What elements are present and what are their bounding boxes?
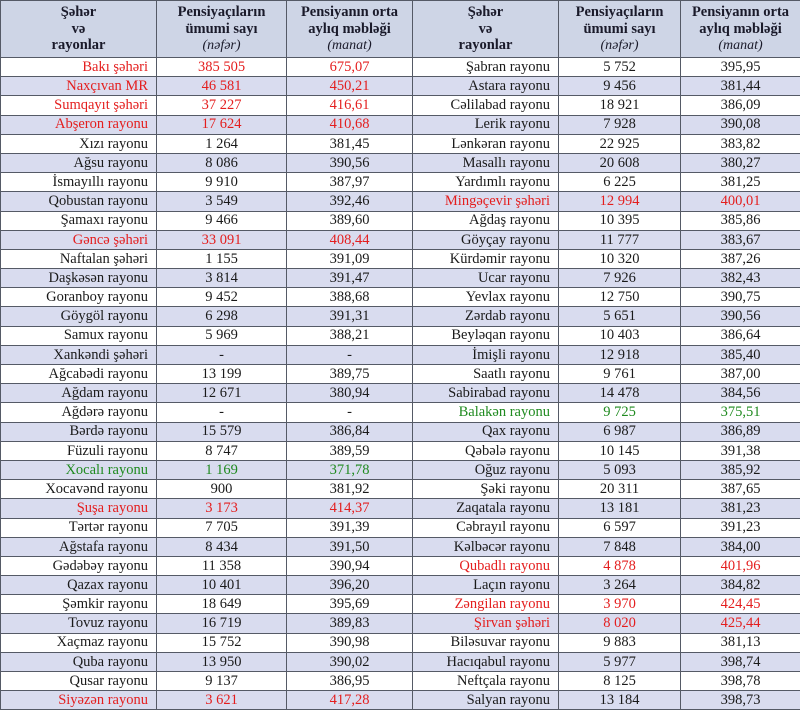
left-region-name: Ağsu rayonu — [1, 153, 157, 172]
left-region-name: Quba rayonu — [1, 652, 157, 671]
right-pensioner-count: 3 264 — [559, 576, 681, 595]
table-row — [1, 384, 800, 403]
left-average-pension: 381,92 — [287, 480, 413, 499]
left-average-pension: 391,31 — [287, 307, 413, 326]
left-pensioner-count: 9 466 — [157, 211, 287, 230]
right-region-name: Oğuz rayonu — [413, 460, 559, 479]
right-region-name: İmişli rayonu — [413, 345, 559, 364]
left-pensioner-count: 13 950 — [157, 652, 287, 671]
right-average-pension: 385,92 — [681, 460, 800, 479]
header-city: Şəhər və rayonlar — [413, 1, 559, 58]
right-region-name: Qəbələ rayonu — [413, 441, 559, 460]
right-pensioner-count: 6 225 — [559, 173, 681, 192]
right-region-name: Kəlbəcər rayonu — [413, 537, 559, 556]
header-city: Şəhər və rayonlar — [1, 1, 157, 58]
table-row — [1, 77, 800, 96]
table-row — [1, 614, 800, 633]
left-region-name: Füzuli rayonu — [1, 441, 157, 460]
left-region-name: Şəmkir rayonu — [1, 595, 157, 614]
left-average-pension: 414,37 — [287, 499, 413, 518]
left-region-name: Xankəndi şəhəri — [1, 345, 157, 364]
right-region-name: Masallı rayonu — [413, 153, 559, 172]
left-average-pension: 416,61 — [287, 96, 413, 115]
left-region-name: Goranboy rayonu — [1, 288, 157, 307]
left-average-pension: 410,68 — [287, 115, 413, 134]
right-average-pension: 391,23 — [681, 518, 800, 537]
table-row — [1, 441, 800, 460]
left-pensioner-count: - — [157, 403, 287, 422]
right-region-name: Lerik rayonu — [413, 115, 559, 134]
table-row — [1, 672, 800, 691]
right-average-pension: 385,40 — [681, 345, 800, 364]
right-pensioner-count: 5 093 — [559, 460, 681, 479]
table-row — [1, 518, 800, 537]
right-pensioner-count: 12 918 — [559, 345, 681, 364]
left-average-pension: 391,39 — [287, 518, 413, 537]
left-average-pension: 395,69 — [287, 595, 413, 614]
left-average-pension: 386,95 — [287, 672, 413, 691]
left-pensioner-count: 3 549 — [157, 192, 287, 211]
header-count: Pensiyaçıların ümumi sayı (nəfər) — [157, 1, 287, 58]
right-region-name: Laçın rayonu — [413, 576, 559, 595]
table-row — [1, 58, 800, 77]
left-region-name: Gəncə şəhəri — [1, 230, 157, 249]
right-average-pension: 401,96 — [681, 556, 800, 575]
left-average-pension: 388,21 — [287, 326, 413, 345]
left-average-pension: 387,97 — [287, 173, 413, 192]
right-average-pension: 390,56 — [681, 307, 800, 326]
right-average-pension: 398,73 — [681, 691, 800, 710]
right-average-pension: 383,67 — [681, 230, 800, 249]
left-pensioner-count: 9 910 — [157, 173, 287, 192]
right-pensioner-count: 3 970 — [559, 595, 681, 614]
left-pensioner-count: 3 173 — [157, 499, 287, 518]
left-average-pension: 675,07 — [287, 58, 413, 77]
left-pensioner-count: 10 401 — [157, 576, 287, 595]
left-average-pension: - — [287, 403, 413, 422]
left-region-name: Bakı şəhəri — [1, 58, 157, 77]
table-row — [1, 345, 800, 364]
left-pensioner-count: 7 705 — [157, 518, 287, 537]
right-pensioner-count: 5 752 — [559, 58, 681, 77]
right-average-pension: 386,64 — [681, 326, 800, 345]
table-row — [1, 576, 800, 595]
right-region-name: Saatlı rayonu — [413, 365, 559, 384]
right-pensioner-count: 11 777 — [559, 230, 681, 249]
left-region-name: Naftalan şəhəri — [1, 249, 157, 268]
left-pensioner-count: 900 — [157, 480, 287, 499]
right-average-pension: 380,27 — [681, 153, 800, 172]
right-average-pension: 384,82 — [681, 576, 800, 595]
right-average-pension: 424,45 — [681, 595, 800, 614]
table-row — [1, 307, 800, 326]
right-pensioner-count: 12 994 — [559, 192, 681, 211]
right-region-name: Lənkəran rayonu — [413, 134, 559, 153]
left-region-name: Samux rayonu — [1, 326, 157, 345]
left-average-pension: 381,45 — [287, 134, 413, 153]
right-region-name: Salyan rayonu — [413, 691, 559, 710]
header-count: Pensiyaçıların ümumi sayı (nəfər) — [559, 1, 681, 58]
left-average-pension: 388,68 — [287, 288, 413, 307]
right-region-name: Balakən rayonu — [413, 403, 559, 422]
table-row — [1, 134, 800, 153]
left-pensioner-count: 8 747 — [157, 441, 287, 460]
left-average-pension: 390,02 — [287, 652, 413, 671]
left-average-pension: 389,75 — [287, 365, 413, 384]
left-average-pension: 391,47 — [287, 269, 413, 288]
right-pensioner-count: 5 651 — [559, 307, 681, 326]
right-average-pension: 381,44 — [681, 77, 800, 96]
left-region-name: Ağstafa rayonu — [1, 537, 157, 556]
right-pensioner-count: 7 926 — [559, 269, 681, 288]
left-region-name: Sumqayıt şəhəri — [1, 96, 157, 115]
left-region-name: Gədəbəy rayonu — [1, 556, 157, 575]
right-average-pension: 390,75 — [681, 288, 800, 307]
left-region-name: Qusar rayonu — [1, 672, 157, 691]
right-region-name: Astara rayonu — [413, 77, 559, 96]
right-pensioner-count: 9 456 — [559, 77, 681, 96]
right-pensioner-count: 8 020 — [559, 614, 681, 633]
left-region-name: Bərdə rayonu — [1, 422, 157, 441]
right-region-name: Ağdaş rayonu — [413, 211, 559, 230]
right-pensioner-count: 10 403 — [559, 326, 681, 345]
left-region-name: Ağdam rayonu — [1, 384, 157, 403]
left-average-pension: 450,21 — [287, 77, 413, 96]
header-row — [1, 1, 800, 58]
right-region-name: Hacıqabul rayonu — [413, 652, 559, 671]
left-pensioner-count: 15 579 — [157, 422, 287, 441]
left-average-pension: 391,50 — [287, 537, 413, 556]
left-pensioner-count: 5 969 — [157, 326, 287, 345]
right-average-pension: 387,00 — [681, 365, 800, 384]
right-average-pension: 398,78 — [681, 672, 800, 691]
left-region-name: Siyəzən rayonu — [1, 691, 157, 710]
table-row — [1, 96, 800, 115]
left-average-pension: 391,09 — [287, 249, 413, 268]
right-region-name: Biləsuvar rayonu — [413, 633, 559, 652]
right-pensioner-count: 7 848 — [559, 537, 681, 556]
left-average-pension: 408,44 — [287, 230, 413, 249]
left-pensioner-count: 3 814 — [157, 269, 287, 288]
table-row — [1, 365, 800, 384]
left-pensioner-count: 46 581 — [157, 77, 287, 96]
left-average-pension: 396,20 — [287, 576, 413, 595]
right-average-pension: 381,25 — [681, 173, 800, 192]
right-region-name: Kürdəmir rayonu — [413, 249, 559, 268]
left-pensioner-count: 8 434 — [157, 537, 287, 556]
left-pensioner-count: 37 227 — [157, 96, 287, 115]
left-average-pension: 390,56 — [287, 153, 413, 172]
left-region-name: Ağcabədi rayonu — [1, 365, 157, 384]
table-row — [1, 595, 800, 614]
right-region-name: Ucar rayonu — [413, 269, 559, 288]
right-average-pension: 387,26 — [681, 249, 800, 268]
left-average-pension: 389,59 — [287, 441, 413, 460]
right-average-pension: 384,00 — [681, 537, 800, 556]
right-pensioner-count: 10 320 — [559, 249, 681, 268]
table-row — [1, 326, 800, 345]
left-region-name: Şuşa rayonu — [1, 499, 157, 518]
table-row — [1, 288, 800, 307]
left-pensioner-count: 6 298 — [157, 307, 287, 326]
right-region-name: Şirvan şəhəri — [413, 614, 559, 633]
right-pensioner-count: 13 184 — [559, 691, 681, 710]
right-average-pension: 400,01 — [681, 192, 800, 211]
right-region-name: Zəngilan rayonu — [413, 595, 559, 614]
left-pensioner-count: 33 091 — [157, 230, 287, 249]
right-average-pension: 425,44 — [681, 614, 800, 633]
right-average-pension: 385,86 — [681, 211, 800, 230]
right-pensioner-count: 9 725 — [559, 403, 681, 422]
right-average-pension: 383,82 — [681, 134, 800, 153]
left-pensioner-count: 1 264 — [157, 134, 287, 153]
left-average-pension: 371,78 — [287, 460, 413, 479]
left-average-pension: 417,28 — [287, 691, 413, 710]
right-average-pension: 386,09 — [681, 96, 800, 115]
right-average-pension: 391,38 — [681, 441, 800, 460]
right-pensioner-count: 9 761 — [559, 365, 681, 384]
right-average-pension: 386,89 — [681, 422, 800, 441]
right-region-name: Yevlax rayonu — [413, 288, 559, 307]
right-pensioner-count: 14 478 — [559, 384, 681, 403]
table-row — [1, 269, 800, 288]
right-pensioner-count: 12 750 — [559, 288, 681, 307]
header-avg: Pensiyanın orta aylıq məbləği (manat) — [681, 1, 800, 58]
left-pensioner-count: 15 752 — [157, 633, 287, 652]
left-average-pension: 390,94 — [287, 556, 413, 575]
left-region-name: Ağdərə rayonu — [1, 403, 157, 422]
left-region-name: Xaçmaz rayonu — [1, 633, 157, 652]
left-average-pension: 380,94 — [287, 384, 413, 403]
table-row — [1, 480, 800, 499]
right-region-name: Cəlilabad rayonu — [413, 96, 559, 115]
right-pensioner-count: 22 925 — [559, 134, 681, 153]
left-pensioner-count: 3 621 — [157, 691, 287, 710]
right-region-name: Sabirabad rayonu — [413, 384, 559, 403]
left-pensioner-count: 9 137 — [157, 672, 287, 691]
right-average-pension: 384,56 — [681, 384, 800, 403]
left-pensioner-count: 11 358 — [157, 556, 287, 575]
left-region-name: Göygöl rayonu — [1, 307, 157, 326]
right-region-name: Qax rayonu — [413, 422, 559, 441]
left-region-name: İsmayıllı rayonu — [1, 173, 157, 192]
left-region-name: Qazax rayonu — [1, 576, 157, 595]
right-region-name: Şabran rayonu — [413, 58, 559, 77]
table-row — [1, 499, 800, 518]
table-row — [1, 230, 800, 249]
right-pensioner-count: 20 608 — [559, 153, 681, 172]
left-region-name: Naxçıvan MR — [1, 77, 157, 96]
left-pensioner-count: 385 505 — [157, 58, 287, 77]
right-pensioner-count: 6 597 — [559, 518, 681, 537]
right-region-name: Cəbrayıl rayonu — [413, 518, 559, 537]
right-pensioner-count: 10 395 — [559, 211, 681, 230]
left-region-name: Tovuz rayonu — [1, 614, 157, 633]
left-pensioner-count: 12 671 — [157, 384, 287, 403]
right-average-pension: 375,51 — [681, 403, 800, 422]
table-row — [1, 652, 800, 671]
table-row — [1, 403, 800, 422]
table-row — [1, 153, 800, 172]
table-row — [1, 173, 800, 192]
right-pensioner-count: 8 125 — [559, 672, 681, 691]
left-pensioner-count: 16 719 — [157, 614, 287, 633]
left-region-name: Daşkəsən rayonu — [1, 269, 157, 288]
table-row — [1, 211, 800, 230]
left-average-pension: - — [287, 345, 413, 364]
right-pensioner-count: 20 311 — [559, 480, 681, 499]
right-region-name: Neftçala rayonu — [413, 672, 559, 691]
table-row — [1, 691, 800, 710]
table-row — [1, 192, 800, 211]
right-pensioner-count: 6 987 — [559, 422, 681, 441]
table-row — [1, 633, 800, 652]
table-row — [1, 556, 800, 575]
left-region-name: Xocalı rayonu — [1, 460, 157, 479]
left-region-name: Qobustan rayonu — [1, 192, 157, 211]
left-pensioner-count: 1 155 — [157, 249, 287, 268]
right-region-name: Yardımlı rayonu — [413, 173, 559, 192]
right-average-pension: 381,13 — [681, 633, 800, 652]
left-region-name: Abşeron rayonu — [1, 115, 157, 134]
right-average-pension: 382,43 — [681, 269, 800, 288]
left-average-pension: 389,60 — [287, 211, 413, 230]
right-region-name: Göyçay rayonu — [413, 230, 559, 249]
table-row — [1, 249, 800, 268]
left-pensioner-count: - — [157, 345, 287, 364]
left-pensioner-count: 9 452 — [157, 288, 287, 307]
left-region-name: Tərtər rayonu — [1, 518, 157, 537]
right-pensioner-count: 7 928 — [559, 115, 681, 134]
left-region-name: Xızı rayonu — [1, 134, 157, 153]
right-average-pension: 390,08 — [681, 115, 800, 134]
right-pensioner-count: 9 883 — [559, 633, 681, 652]
right-region-name: Beyləqan rayonu — [413, 326, 559, 345]
right-region-name: Şəki rayonu — [413, 480, 559, 499]
right-region-name: Mingəçevir şəhəri — [413, 192, 559, 211]
left-region-name: Şamaxı rayonu — [1, 211, 157, 230]
left-pensioner-count: 1 169 — [157, 460, 287, 479]
right-region-name: Zaqatala rayonu — [413, 499, 559, 518]
left-pensioner-count: 13 199 — [157, 365, 287, 384]
left-average-pension: 392,46 — [287, 192, 413, 211]
left-average-pension: 386,84 — [287, 422, 413, 441]
table-row — [1, 422, 800, 441]
right-average-pension: 395,95 — [681, 58, 800, 77]
right-pensioner-count: 18 921 — [559, 96, 681, 115]
right-region-name: Qubadlı rayonu — [413, 556, 559, 575]
left-pensioner-count: 18 649 — [157, 595, 287, 614]
right-pensioner-count: 13 181 — [559, 499, 681, 518]
right-pensioner-count: 4 878 — [559, 556, 681, 575]
right-average-pension: 387,65 — [681, 480, 800, 499]
left-pensioner-count: 17 624 — [157, 115, 287, 134]
right-region-name: Zərdab rayonu — [413, 307, 559, 326]
table-row — [1, 115, 800, 134]
left-pensioner-count: 8 086 — [157, 153, 287, 172]
right-pensioner-count: 10 145 — [559, 441, 681, 460]
table-row — [1, 537, 800, 556]
right-pensioner-count: 5 977 — [559, 652, 681, 671]
right-average-pension: 381,23 — [681, 499, 800, 518]
table-row — [1, 460, 800, 479]
left-average-pension: 389,83 — [287, 614, 413, 633]
header-avg: Pensiyanın orta aylıq məbləği (manat) — [287, 1, 413, 58]
right-average-pension: 398,74 — [681, 652, 800, 671]
left-region-name: Xocavənd rayonu — [1, 480, 157, 499]
left-average-pension: 390,98 — [287, 633, 413, 652]
